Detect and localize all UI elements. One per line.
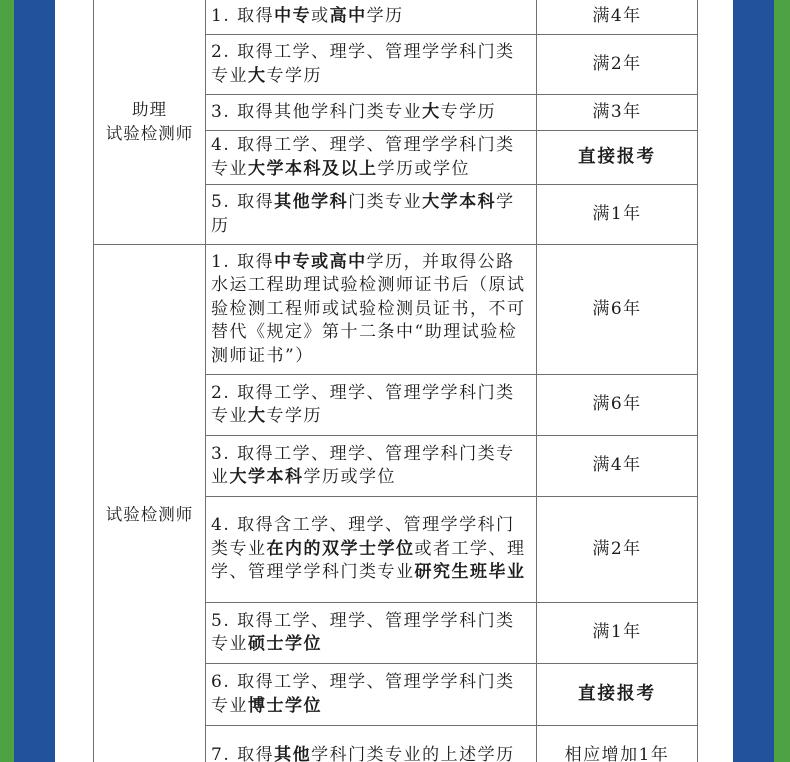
condition-text: 1. 取得: [211, 251, 275, 272]
condition-cell: [206, 603, 537, 664]
requirement-cell: 满4年: [537, 436, 698, 497]
emphasized-text: 大: [248, 406, 267, 426]
table-row: [94, 0, 698, 35]
requirement-cell: 满6年: [537, 375, 698, 436]
condition-text: 学历: [366, 5, 404, 26]
condition-cell: [206, 375, 537, 436]
category-cell: [94, 0, 206, 245]
condition-text: 2. 取得工学、理学、管理学学科门类专业: [211, 42, 515, 86]
condition-text: 学历或学位: [303, 467, 396, 487]
emphasized-text: 其他: [274, 744, 312, 762]
condition-cell: [206, 0, 537, 35]
condition-text: 4. 取得工学、理学、管理学学科门类专业: [211, 135, 515, 179]
category-label: 助理: [132, 99, 167, 119]
requirement-cell: 相应增加1年: [537, 726, 698, 762]
table-row: [94, 245, 698, 375]
category-cell: [94, 245, 206, 762]
emphasized-text: 中专: [274, 5, 312, 26]
condition-text: 专学历: [440, 101, 497, 122]
emphasized-text: 研究生班毕业: [414, 562, 526, 583]
emphasized-text: 大学本科: [422, 192, 497, 212]
document-page: [55, 0, 733, 762]
condition-cell: [206, 95, 537, 131]
condition-text: 专学历: [266, 406, 322, 426]
condition-text: 学历，并取得公路水运工程助理试验检测师证书后（原试验检测工程师或试验检测员证书，不可替代《规定》第十二条中“助理试验检测师证书”）: [211, 251, 526, 366]
condition-cell: [206, 131, 537, 185]
requirement-cell: 满1年: [537, 603, 698, 664]
condition-text: 专学历: [266, 65, 322, 86]
category-label: 试验检测师: [105, 123, 194, 143]
condition-text: 4. 取得含工学、理学、管理学学科门类专业: [211, 515, 515, 559]
emphasized-text: 硕士学位: [248, 634, 322, 654]
requirement-cell: 满4年: [537, 0, 698, 35]
condition-cell: [206, 497, 537, 603]
condition-cell: [206, 726, 537, 762]
condition-text: 5. 取得工学、理学、管理学学科门类专业: [211, 610, 515, 654]
condition-text: 学历或学位: [377, 158, 470, 179]
condition-text: 3. 取得工学、理学、管理学科门类专业: [211, 443, 515, 487]
emphasized-text: 其他学科: [274, 192, 349, 212]
condition-text: 或: [311, 5, 330, 26]
requirement-cell: 满6年: [537, 245, 698, 375]
condition-text: 6. 取得工学、理学、管理学学科门类专业: [211, 672, 515, 716]
requirement-cell: 满2年: [537, 497, 698, 603]
requirement-cell: 直接报考: [537, 664, 698, 726]
requirement-cell: 直接报考: [537, 131, 698, 185]
emphasized-text: 大学本科: [229, 467, 304, 487]
condition-text: 门类专业: [348, 192, 423, 212]
emphasized-text: 博士学位: [248, 695, 322, 716]
exam-eligibility-table: [93, 0, 698, 762]
condition-text: 学历: [211, 192, 515, 236]
condition-text: 5. 取得: [211, 192, 275, 212]
category-label: 试验检测师: [105, 505, 194, 524]
emphasized-text: 在内的双学士学位: [266, 538, 415, 559]
blue-frame: [14, 0, 774, 762]
condition-cell: [206, 436, 537, 497]
condition-text: 1. 取得: [211, 5, 275, 26]
condition-text: 学科门类专业的上述学历: [311, 744, 515, 762]
condition-cell: [206, 35, 537, 95]
condition-text: 3. 取得其他学科门类专业: [211, 101, 423, 122]
condition-text: 7. 取得: [211, 744, 275, 762]
emphasized-text: 中专或高中: [274, 251, 367, 272]
condition-text: 2. 取得工学、理学、管理学学科门类专业: [211, 382, 515, 426]
requirement-cell: 满3年: [537, 95, 698, 131]
emphasized-text: 大学本科及以上: [248, 158, 378, 179]
emphasized-text: 大: [422, 101, 441, 122]
condition-text: 或者工学、理学、管理学学科门类专业: [211, 538, 526, 583]
condition-cell: [206, 664, 537, 726]
requirement-cell: 满1年: [537, 185, 698, 245]
condition-cell: [206, 245, 537, 375]
emphasized-text: 高中: [329, 5, 367, 26]
condition-cell: [206, 185, 537, 245]
requirement-cell: 满2年: [537, 35, 698, 95]
emphasized-text: 大: [248, 65, 267, 86]
